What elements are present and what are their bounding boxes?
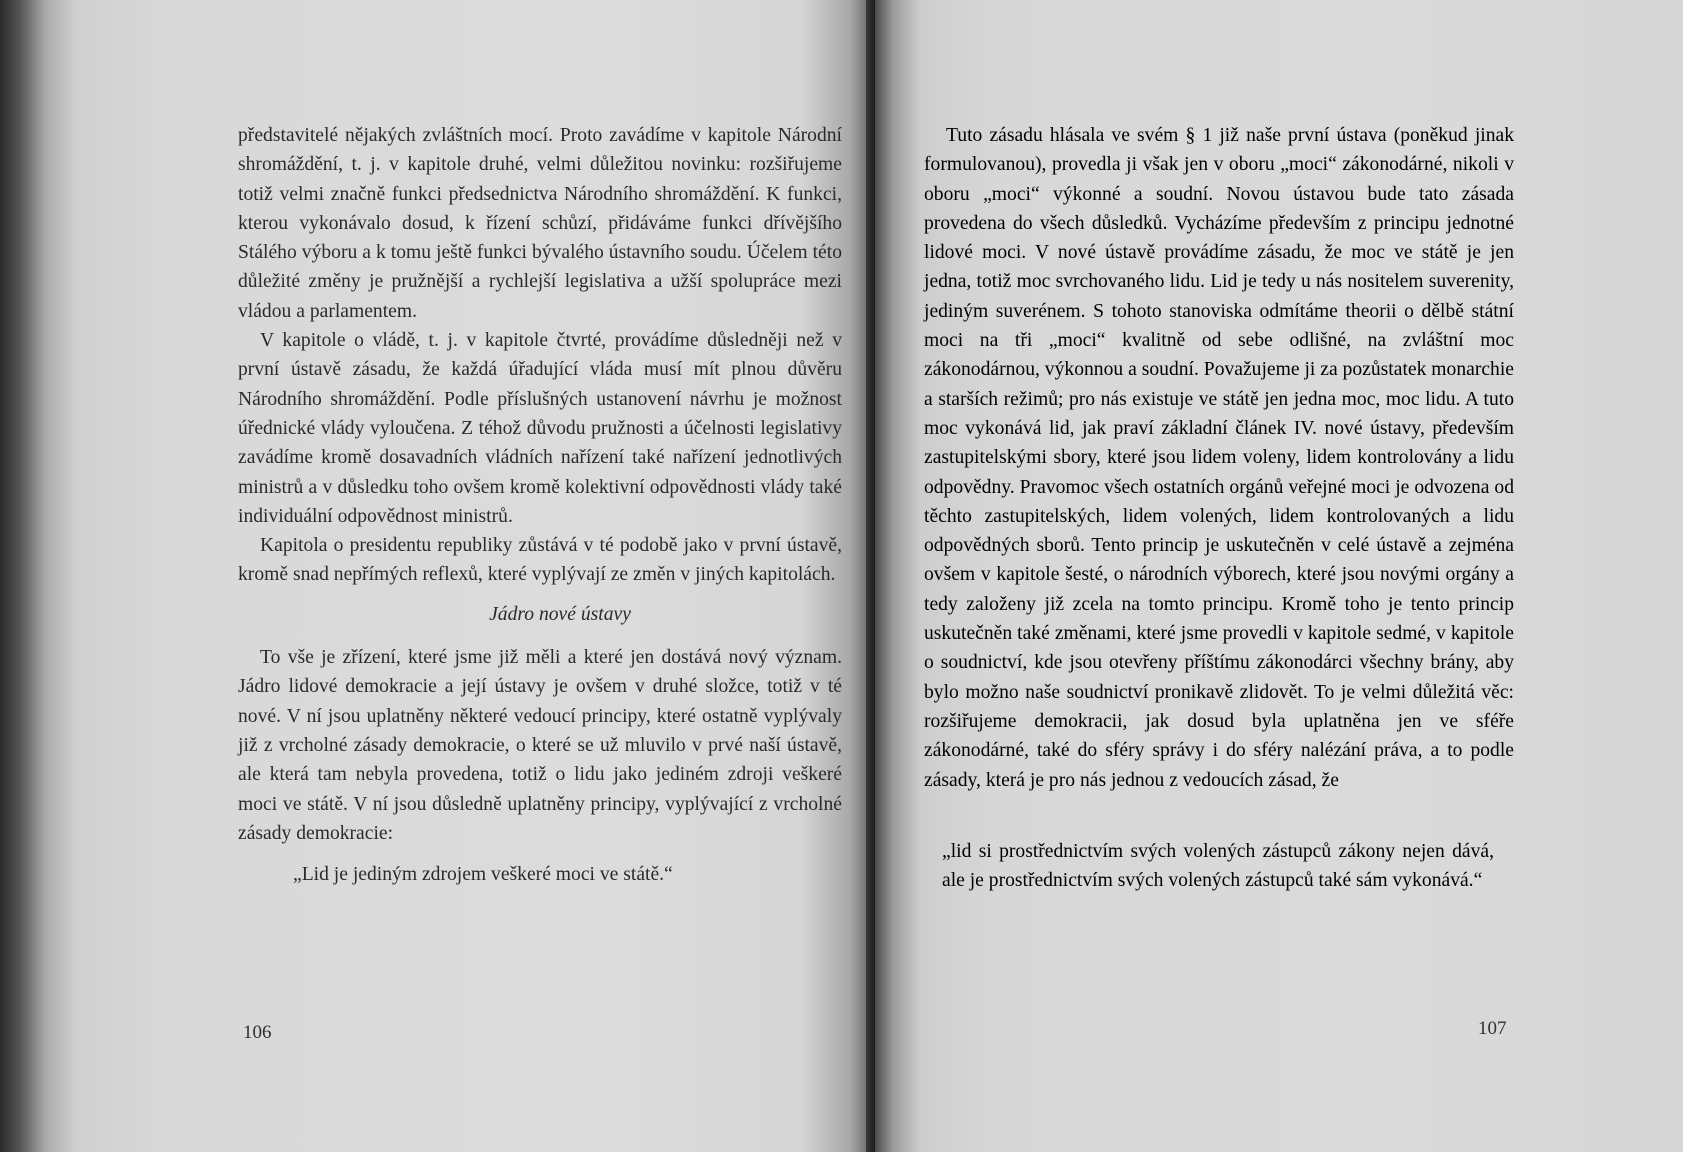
page-number-right: 107 <box>1478 1018 1507 1039</box>
page-number-left: 106 <box>243 1022 272 1043</box>
left-paragraph-4: To vše je zřízení, které jsme již měli a které jen dostává nový význam. Jádro lidové demokracie a její ústavy je ovšem v druhé složce, totiž v té nové. V ní jsou uplatněny některé vedoucí principy, které ostatně vyplývaly již z vrcholné zásady demokracie, o které se už mluvilo v prvé naší ústavě, ale která tam nebyla provedena, totiž o lidu jako jediném zdroji veškeré moci ve státě. V ní jsou důsledně uplatněny principy, vyplývající z vrcholné zásady demokracie: <box>238 647 842 844</box>
left-paragraph-1: představitelé nějakých zvláštních mocí. Proto zavádíme v kapitole Národní shromáždění, t. j. v kapitole druhé, velmi důležitou novinku: rozšiřujeme totiž velmi značně funkci předsednictva Národního shromáždění. K funkci, kterou vykonávalo dosud, k řízení schůzí, přidáváme funkci dřívějšího Stálého výboru a k tomu ještě funkci bývalého ústavního soudu. Účelem této důležité změny je pružnější a rychlejší legislativa a užší spolupráce mezi vládou a parlamentem. <box>238 125 842 322</box>
right-paragraph-1: Tuto zásadu hlásala ve svém § 1 již naše první ústava (poněkud jinak formulovanou), provedla ji však jen v oboru „moci“ zákonodárné, nikoli v oboru „moci“ výkonné a soudní. Novou ústavou bude tato zásada provedena do všech důsledků. Vycházíme především z principu jednotné lidové moci. V nové ústavě provádíme zásadu, že moc ve státě je jen jedna, totiž moc svrchovaného lidu. Lid je tedy u nás nositelem suverenity, jediným suverénem. S tohoto stanoviska odmítáme theorii o dělbě státní moci na tři „moci“ kvalitně od sebe odlišné, na zvláštní moc zákonodárnou, výkonnou a soudní. Považujeme ji za pozůstatek monarchie a starších režimů; pro nás existuje ve státě jen jedna moc, moc lidu. A tuto moc vykonává lid, jak praví základní článek IV. nové ústavy, především zastupitelskými sbory, které jsou lidem voleny, lidem kontrolovány a lidu odpovědny. Pravomoc všech ostatních orgánů veřejné moci je odvozena od těchto zastupitelských, lidem volených, lidem kontrolovaných a lidu odpovědných sborů. Tento princip je uskutečněn v celé ústavě a zejména ovšem v kapitole šesté, o národních výborech, které jsou novými orgány a tedy založeny již zcela na tomto principu. Kromě toho je tento princip uskutečněn také změnami, které jsme provedli v kapitole sedmé, v kapitole o soudnictví, kde jsou otevřeny příštímu zákonodárci všechny brány, aby bylo možno naše soudnictví pronikavě zlidovět. To je velmi důležitá věc: rozšiřujeme demokracii, jak dosud byla uplatněna jen ve sféře zákonodárné, také do sféry správy i do sféry nalézání práva, a to podle zásady, která je pro nás jednou z vedoucích zásad, že <box>924 125 1514 791</box>
section-heading: Jádro nové ústavy <box>489 603 631 625</box>
left-page-text <box>238 121 842 889</box>
left-quote: „Lid je jediným zdrojem veškeré moci ve státě.“ <box>293 864 673 886</box>
left-paragraph-3: Kapitola o presidentu republiky zůstává v té podobě jako v první ústavě, kromě snad nepřímých reflexů, které vyplývají ze změn v jiných kapitolách. <box>238 535 842 586</box>
right-page-text <box>924 121 1514 895</box>
right-quote: „lid si prostřednictvím svých volených zástupců zákony nejen dává, ale je prostřednictvím svých volených zástupců také sám vykonává.“ <box>942 840 1494 892</box>
left-paragraph-2: V kapitole o vládě, t. j. v kapitole čtvrté, provádíme důsledněji než v první ústavě zásadu, že každá úřadující vláda musí mít plnou důvěru Národního shromáždění. Podle příslušných ustanovení návrhu je možnost úřednické vlády vyloučena. Z téhož důvodu pružnosti a účelnosti legislativy zavádíme kromě dosavadních vládních nařízení také nařízení jednotlivých ministrů a v důsledku toho ovšem kromě kolektivní odpovědnosti vlády také individuální odpovědnost ministrů. <box>238 330 842 527</box>
